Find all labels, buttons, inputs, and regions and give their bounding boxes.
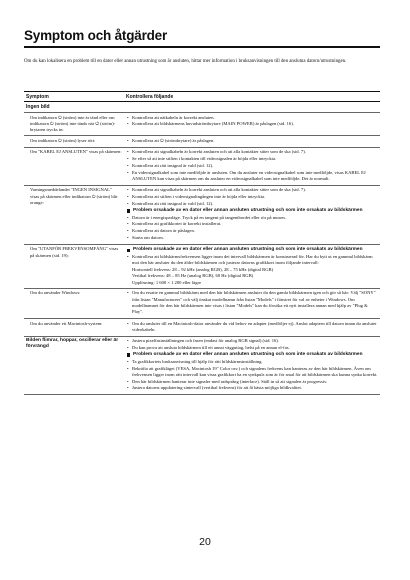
check-item: • Ta grafikkortets bruksanvisning till hjälp för rätt bildskärmsinställning. <box>126 359 378 365</box>
check-cell <box>124 336 380 395</box>
symptom-cell: Om "KABEL EJ ANSLUTEN" visas på skärmen: <box>24 147 124 185</box>
check-item: • Datorn är i energisparläge. Tryck på en tangent på tangentbordet eller rör på musen. <box>126 215 378 221</box>
check-cell <box>124 244 380 288</box>
section-row <box>24 102 380 113</box>
spec-line: Upplösning: 1 600 × 1 200 eller lägre <box>132 279 202 285</box>
check-cell <box>124 185 380 244</box>
check-item: • Kontrollera att rätt insignal är vald (sid. 12). <box>126 163 378 169</box>
check-cell <box>124 319 380 337</box>
check-item: • Om du ansluter till en Macintosh-dator använder du vid behov en adapter (medföljer ej). Anslut adaptern till datorn innan du ansluter videokabeln. <box>126 321 378 334</box>
title-rule <box>24 46 380 48</box>
check-item: • Kontrollera att rätt insignal är vald (sid. 12). <box>126 201 378 207</box>
check-item: • Se efter så att inte stiften i kontakten till videosignalen är böjda eller intryckta. <box>126 156 378 162</box>
troubleshooting-table <box>24 91 380 395</box>
symptom-cell: Om "UTANFÖR FREKVENSOMFÅNG" visas på skärmen (sid. 19): <box>24 244 124 288</box>
symptom-cell: Om du använder Windows: <box>24 288 124 318</box>
check-item: • Kontrollera att bildskärmens huvudströmbrytare (MAIN POWER) är påslagen (sid. 16). <box>126 121 378 127</box>
symptom-cell: Om du använder ett Macintosh-system: <box>24 319 124 337</box>
table-row <box>24 185 380 244</box>
check-item: • Kontrollera att grafikkortet är korrekt installerat. <box>126 221 378 227</box>
check-item: • Justera pixelfasinställningen och fasen (endast för analog RGB signal) (sid. 16). <box>126 338 378 344</box>
check-item: • Kontrollera att nätkabeln är korrekt ansluten. <box>126 115 378 121</box>
check-item: • Kontrollera att bildskärmsfrekvensen ligger inom det intervall bildskärmen är konstruerad för. Har du bytt ut en gammal bildskärm mot den här ansluter du den äldre bildskärmen och justerar datorns grafikkort inom följande intervall: <box>126 254 378 267</box>
check-item: • Kontrollera att stiften i videosignalingången inte är böjda eller intryckta. <box>126 194 378 200</box>
page-number: 20 <box>199 536 211 548</box>
symptom-cell: Om indikatorn ⏻ (ström) lyser rött: <box>24 136 124 147</box>
check-item: • Kontrollera att ⏻ (strömbrytare) är påslagen. <box>126 138 378 144</box>
external-cause-heading: Problem orsakade av en dator eller annan ansluten utrustning och som inte orsakats av bildskärmen <box>126 247 378 253</box>
table-row <box>24 288 380 318</box>
table-row <box>24 336 380 395</box>
check-cell <box>124 113 380 136</box>
check-item: • Du kan prova att ansluta bildskärmen till ett annat vägguttag, helst på en annan el-fas. <box>126 345 378 351</box>
check-item: • Bekräfta att grafikläget (VESA, Macintosh 19" Color osv.) och signalens frekvens kan hanteras av den här bildskärmen. Även om frekvensen ligger inom rätt intervall kan vissa grafikkort ha en synkpuls som är för smal för att bildskärmen ska kunna synka korrekt. <box>126 366 378 379</box>
check-item: • En videosignalkabel som inte medföljde är ansluten. Om du ansluter en videosignalkabel som inte medföljde, visas KABEL EJ ANSLUTEN kan visas på skärmen om du ansluter en videosignalkabel som inte medföljde. Det är normalt. <box>126 170 378 183</box>
check-item: • Kontrollera att datorn är påslagen. <box>126 228 378 234</box>
check-item: • Kontrollera att signalkabeln är korrekt ansluten och att alla kontakter sitter som de ska (sid. 7). <box>126 149 378 155</box>
intro-paragraph: Om du kan lokalisera en problem till en dator eller annan utrustning som är ansluten, hittar mer information i bruksanvisningen till den anslutna datorn/utrustningen. <box>24 59 347 64</box>
check-item: • Starta om datorn. <box>126 235 378 241</box>
table-row <box>24 319 380 337</box>
category-cell: Bilden flimrar, hoppar, oscillerar eller är förvrängd <box>24 336 124 395</box>
spec-line: Horisontell frekvens: 28 – 92 kHz (analog RGB), 28 – 75 kHz (digital RGB) <box>132 266 274 272</box>
table-row <box>24 147 380 185</box>
section-label: Ingen bild <box>24 102 380 113</box>
column-header-symptom: Symptom <box>24 92 124 102</box>
spec-line: Vertikal frekvens: 48 – 85 Hz (analog RGB), 60 Hz (digital RGB) <box>132 273 254 279</box>
column-header-check: Kontrollera följande <box>124 92 380 102</box>
check-cell <box>124 288 380 318</box>
page-title: Symptom och åtgärder <box>24 28 168 43</box>
symptom-cell: Varningsmeddelandet "INGEN INSIGNAL" visas på skärmen eller indikatorn ⏻ (ström) blir orange: <box>24 185 124 244</box>
check-item: • Om du ersatte en gammal bildskärm med den här bildskärmen ansluter du den gamla bildskärmen igen och gör så här: Välj "SONY" från listan "Manufacturers" och välj önskat modellnamn från listan "Models" i fönstret för val av enheter i Windows. Om modellnamnet för den här bildskärmen inte visas i listan "Models" kan du försöka ett nytt installera annan med hjälp av "Plug & Play". <box>126 290 378 315</box>
table-row <box>24 136 380 147</box>
check-item: • Den här bildskärmen hanterar inte signaler med radsprång (interlace). Ställ in så att signalen är progressiv. <box>126 379 378 385</box>
table-row <box>24 113 380 136</box>
external-cause-heading: Problem orsakade av en dator eller annan ansluten utrustning och som inte orsakats av bildskärmen <box>126 352 378 358</box>
table-row <box>24 244 380 288</box>
check-cell <box>124 136 380 147</box>
check-item: • Justera datorns uppdatering sintervall (vertikal frekvens) för att få bästa möjliga bildkvalitet. <box>126 385 378 391</box>
table-header-row <box>24 92 380 102</box>
external-cause-heading: Problem orsakade av en dator eller annan ansluten utrustning och som inte orsakats av bildskärmen <box>126 208 378 214</box>
symptom-cell: Om indikatorn ⏻ (ström) inte är tänd eller om indikatorn ⏻ (ström) inte tänds när ⏻ (ström)-brytaren trycks in: <box>24 113 124 136</box>
check-item: • Kontrollera att signalkabeln är korrekt ansluten och att alla kontakter sitter som de ska (sid. 7). <box>126 187 378 193</box>
check-cell <box>124 147 380 185</box>
